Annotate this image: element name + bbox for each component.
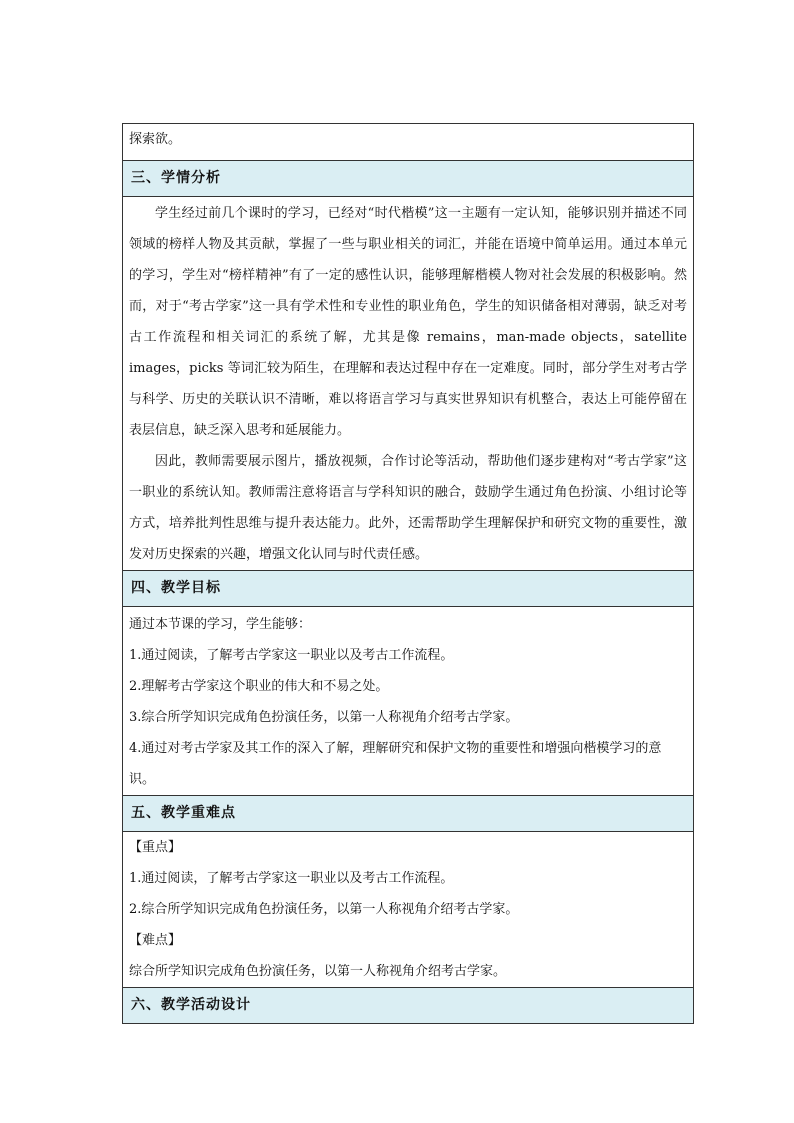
keypoints-content-row xyxy=(123,831,693,987)
analysis-content-row xyxy=(123,196,693,570)
difficulty-label: 【难点】 xyxy=(129,933,182,948)
analysis-content xyxy=(123,197,693,570)
goal-item: 2.理解考古学家这个职业的伟大和不易之处。 xyxy=(129,679,389,694)
goals-intro: 通过本节课的学习，学生能够： xyxy=(129,617,312,632)
goal-item: 3.综合所学知识完成角色扮演任务，以第一人称视角介绍考古学家。 xyxy=(129,710,519,725)
keypoints-content xyxy=(123,832,693,987)
goals-content xyxy=(123,607,693,795)
activities-heading-row xyxy=(123,987,693,1023)
keypoints-heading-row xyxy=(123,795,693,831)
continuation-row xyxy=(123,124,693,160)
goals-heading-row xyxy=(123,570,693,606)
section-heading-activities: 六、教学活动设计 xyxy=(123,988,693,1023)
analysis-heading-row xyxy=(123,160,693,196)
analysis-paragraph: 因此，教师需要展示图片，播放视频，合作讨论等活动，帮助他们逐步建构对“考古学家”这一职业的系统认知。教师需注意将语言与学科知识的融合，鼓励学生通过角色扮演、小组讨论等方式，培养批判性思维与提升表达能力。此外，还需帮助学生理解保护和研究文物的重要性，激发对历史探索的兴趣，增强文化认同与时代责任感。 xyxy=(129,454,687,562)
goal-item: 1.通过阅读，了解考古学家这一职业以及考古工作流程。 xyxy=(129,648,454,663)
analysis-paragraph: 学生经过前几个课时的学习，已经对“时代楷模”这一主题有一定认知，能够识别并描述不同领域的榜样人物及其贡献，掌握了一些与职业相关的词汇，并能在语境中简单运用。通过本单元的学习，学生对“榜样精神”有了一定的感性认识，能够理解楷模人物对社会发展的积极影响。然而，对于“考古学家”这一具有学术性和专业性的职业角色，学生的知识储备相对薄弱，缺乏对考古工作流程和相关词汇的系统了解，尤其是像 remains，man-made objects，satellite images，picks 等词汇较为陌生，在理解和表达过程中存在一定难度。同时，部分学生对考古学与科学、历史的关联认识不清晰，难以将语言学习与真实世界知识有机整合，表达上可能停留在表层信息，缺乏深入思考和延展能力。 xyxy=(129,206,687,438)
section-heading-analysis: 三、学情分析 xyxy=(123,161,693,196)
focus-label: 【重点】 xyxy=(129,840,182,855)
section-heading-keypoints: 五、教学重难点 xyxy=(123,796,693,831)
continuation-text: 探索欲。 xyxy=(129,132,182,147)
lesson-plan-table xyxy=(122,123,694,1024)
goal-item: 4.通过对考古学家及其工作的深入了解，理解研究和保护文物的重要性和增强向楷模学习的意识。 xyxy=(129,741,662,787)
focus-item: 2.综合所学知识完成角色扮演任务，以第一人称视角介绍考古学家。 xyxy=(129,902,519,917)
section-heading-goals: 四、教学目标 xyxy=(123,571,693,606)
focus-item: 1.通过阅读，了解考古学家这一职业以及考古工作流程。 xyxy=(129,871,454,886)
difficulty-text: 综合所学知识完成角色扮演任务，以第一人称视角介绍考古学家。 xyxy=(129,964,507,979)
goals-content-row xyxy=(123,606,693,795)
